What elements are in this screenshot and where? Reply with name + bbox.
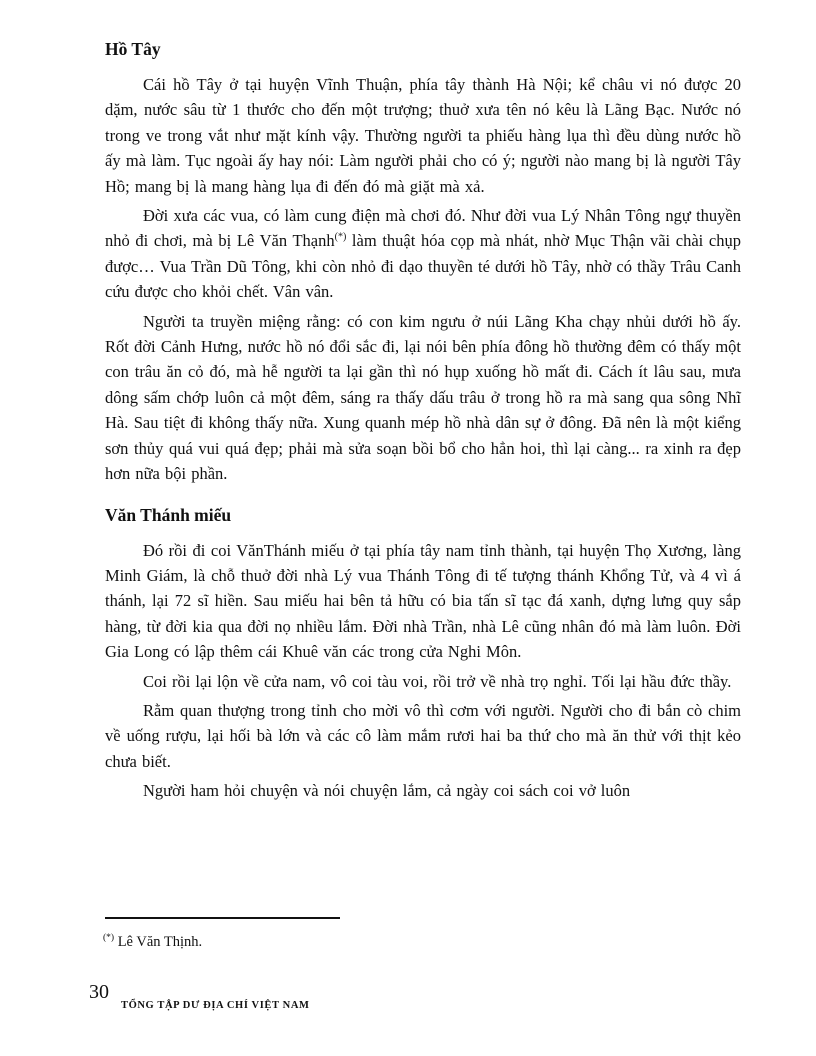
paragraph: Đó rồi đi coi VănThánh miếu ở tại phía tây nam tỉnh thành, tại huyện Thọ Xương, làng Minh Giám, là chỗ thuở đời nhà Lý vua Thánh Tông đi tế tượng thánh Khổng Tử, và 4 vì á thánh, lại 72 sĩ hiền. Sau miếu hai bên tả hữu có bia tấn sĩ tạc đá xanh, dựng lưng quy sắp hàng, từ đời kia qua đời nọ nhiều lắm. Đời nhà Trần, nhà Lê cũng nhân đó mà làm luôn. Đời Gia Long có lập thêm cái Khuê văn các trong cửa Nghi Môn. bbox=[105, 540, 741, 662]
paragraph: Người ham hỏi chuyện và nói chuyện lắm, cả ngày coi sách coi vở luôn bbox=[143, 781, 631, 801]
section-heading-ho-tay: Hồ Tây bbox=[105, 39, 161, 59]
page-body bbox=[105, 38, 741, 808]
paragraph-text: làm thuật hóa cọp mà nhát, nhờ Mục Thận vãi chài chụp được… Vua Trần Dũ Tông, khi còn nhỏ đi dạo thuyền té dưới hồ Tây, nhờ có thầy Trâu Canh cứu được cho khỏi chết. Vân vân. bbox=[105, 231, 741, 302]
paragraph: Coi rồi lại lộn về cửa nam, vô coi tàu voi, rồi trở về nhà trọ nghỉ. Tối lại hầu đức thầy. bbox=[143, 671, 732, 691]
paragraph: Cái hồ Tây ở tại huyện Vĩnh Thuận, phía tây thành Hà Nội; kể châu vi nó được 20 dặm, nước sâu từ 1 thước cho đến một trượng; thuở xưa tên nó kêu là Lãng Bạc. Nước nó trong ve trong vắt như mặt kính vậy. Thường người ta phiếu hàng lụa thì đều dùng nước hồ ấy mà làm. Tục ngoài ấy hay nói: Làm người phải cho có ý; người nào mang bị là người Tây Hồ; mang bị là mang hàng lụa đi đến đó mà giặt mà xả. bbox=[105, 75, 741, 196]
paragraph: Rằm quan thượng trong tỉnh cho mời vô thì cơm với người. Người cho đi bắn cò chim về uống rượu, lại hối bà lớn và các cô làm mắm rươi hai ba thứ cho mà ăn thử với thịt kẻo chưa biết. bbox=[105, 700, 741, 771]
running-title: TỔNG TẬP DƯ ĐỊA CHÍ VIỆT NAM bbox=[121, 1000, 310, 1011]
section-heading-van-thanh-mieu: Văn Thánh miếu bbox=[105, 504, 232, 525]
footnote-marker: (*) bbox=[103, 933, 115, 943]
paragraph-text: Đời xưa các vua, có làm cung điện mà chơi đó. Như đời vua Lý Nhân Tông ngự thuyền nhỏ đi chơi, mà bị Lê Văn Thạnh bbox=[105, 206, 741, 251]
footnote-rule bbox=[105, 917, 340, 919]
paragraph: Người ta truyền miệng rằng: có con kim ngưu ở núi Lãng Kha chạy nhủi dưới hồ ấy. Rốt đời Cảnh Hưng, nước hồ nó đổi sắc đi, lại nói bên phía đông hồ thường đêm có thấy một con trâu ăn cỏ đó, mà hễ người ta lại gần thì nó hụp xuống hồ mất đi. Cách ít lâu sau, mưa dông sấm chớp luôn cả một đêm, sáng ra thấy dấu trâu ở trong hồ ra mà sang qua sông Nhĩ Hà. Sau tiệt đi không thấy nữa. Xung quanh mép hồ nhà dân sự ở đông. Đã nên là một kiểng sơn thủy quá vui quá đẹp; phải mà sửa soạn bồi bổ cho hẳn hoi, thì lại càng... ra xinh ra đẹp hơn nữa bội phần. bbox=[105, 311, 741, 484]
footnote-reference: (*) bbox=[334, 231, 347, 243]
footnote-text: Lê Văn Thịnh. bbox=[114, 933, 203, 950]
footnote bbox=[103, 928, 202, 952]
page-number: 30 bbox=[89, 981, 109, 1003]
paragraph-with-footnote-ref bbox=[105, 203, 741, 305]
